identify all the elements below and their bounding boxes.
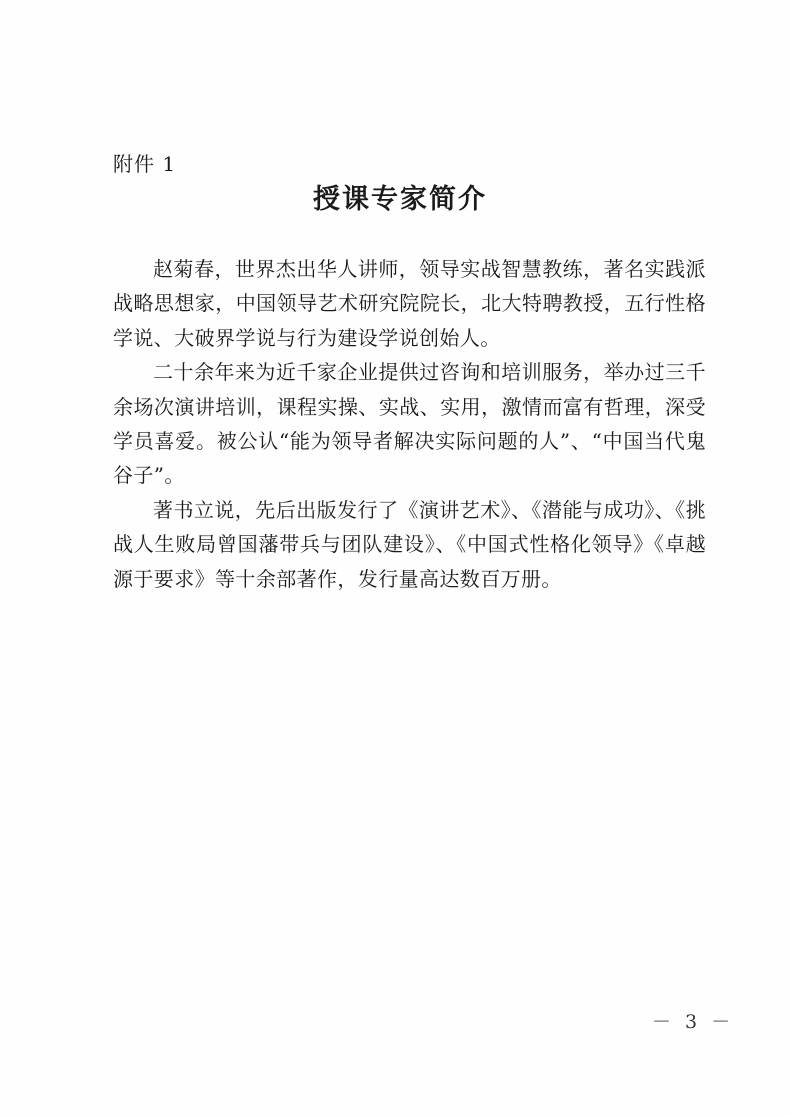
paragraph-experience: 二十余年来为近千家企业提供过咨询和培训服务，举办过三千余场次演讲培训，课程实操、实战、实用，激情而富有哲理，深受学员喜爱。被公认“能为领导者解决实际问题的人”、“中国当代鬼谷子”。: [113, 360, 706, 488]
body-text: [113, 252, 706, 596]
page-title: 授课专家简介: [313, 184, 487, 215]
page-number: － 3 －: [652, 1011, 735, 1033]
paragraph-publications: 著书立说，先后出版发行了《演讲艺术》、《潜能与成功》、《挑战人生败局曾国藩带兵与团队建设》、《中国式性格化领导》《卓越源于要求》等十余部著作，发行量高达数百万册。: [113, 497, 706, 591]
paragraph-intro: 赵菊春，世界杰出华人讲师，领导实战智慧教练，著名实践派战略思想家，中国领导艺术研究院院长，北大特聘教授，五行性格学说、大破界学说与行为建设学说创始人。: [113, 257, 706, 350]
attachment-label: 附件 1: [113, 152, 177, 176]
